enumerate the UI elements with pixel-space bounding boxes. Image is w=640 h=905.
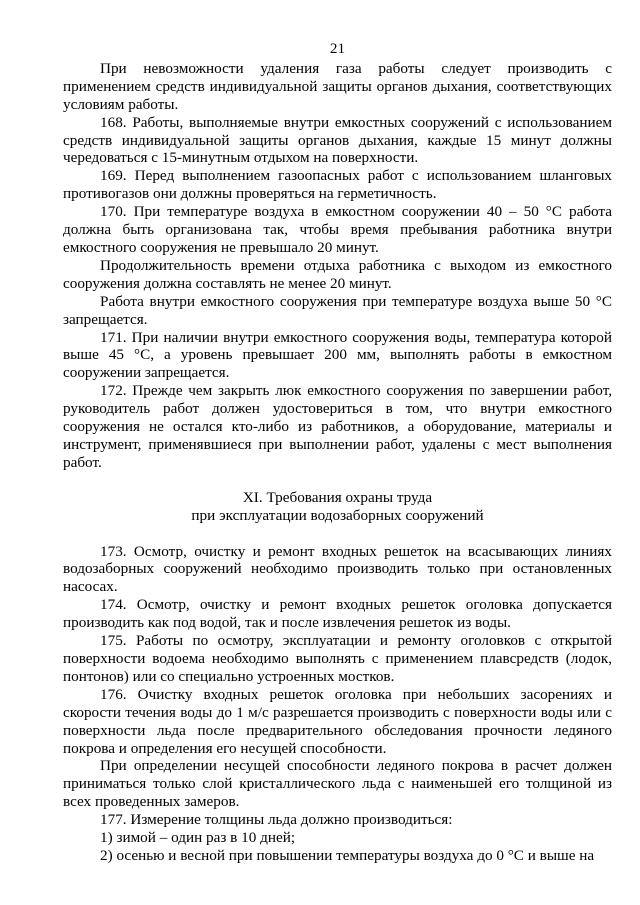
section-title-line-2: при эксплуатации водозаборных сооружений (191, 506, 484, 524)
paragraph-172: 172. Прежде чем закрыть люк емкостного сооружения по завершении работ, руководитель работ должен удостовериться в том, что внутри емкостного сооружения не остался кто-либо из работников, а оборудование, материалы и инструмент, применявшиеся при выполнении работ, удалены с мест выполнения работ. (63, 382, 612, 471)
paragraph-170: 170. При температуре воздуха в емкостном сооружении 40 – 50 °С работа должна быть организована так, чтобы время пребывания работника внутри емкостного сооружения не превышало 20 минут. (63, 203, 612, 256)
paragraph-top-0: При невозможности удаления газа работы следует производить с применением средств индивидуальной защиты органов дыхания, соответствующих условиям работы. (63, 59, 612, 113)
section-title-line-1: XI. Требования охраны труда (242, 488, 433, 506)
paragraph-174: 174. Осмотр, очистку и ремонт входных решеток оголовка допускается производить как под водой, так и после извлечения решеток из воды. (63, 596, 612, 632)
paragraph-176-ice-calculation: При определении несущей способности ледяного покрова в расчет должен приниматься только слой кристаллического льда с наименьшей его толщиной из всех проведенных замеров. (63, 757, 612, 811)
paragraph-175: 175. Работы по осмотру, эксплуатации и ремонту оголовков с открытой поверхности водоема необходимо выполнять с применением плавсредств (лодок, понтонов) или со специально устроенных мостков. (63, 632, 612, 685)
paragraph-168: 168. Работы, выполняемые внутри емкостных сооружений с использованием средств индивидуальной защиты органов дыхания, каждые 15 минут должны чередоваться с 15-минутным отдыхом на поверхности. (63, 113, 612, 167)
paragraph-171: 171. При наличии внутри емкостного сооружения воды, температура которой выше 45 °С, а уровень превышает 200 мм, выполнять работы в емкостном сооружении запрещается. (63, 328, 612, 382)
paragraph-173: 173. Осмотр, очистку и ремонт входных решеток на всасывающих линиях водозаборных сооружений необходимо производить только при остановленных насосах. (63, 542, 612, 596)
paragraph-177: 177. Измерение толщины льда должно производиться: (100, 811, 453, 829)
list-item-1: 1) зимой – один раз в 10 дней; (100, 829, 296, 847)
paragraph-169: 169. Перед выполнением газоопасных работ с использованием шланговых противогазов они должны проверяться на герметичность. (63, 167, 612, 203)
paragraph-176: 176. Очистку входных решеток оголовка при небольших засорениях и скорости течения воды до 1 м/с разрешается производить с поверхности воды или с поверхности льда после предварительного обследования прочности ледяного покрова и определения его несущей способности. (63, 685, 612, 757)
list-item-2: 2) осенью и весной при повышении температуры воздуха до 0 °С и выше на (100, 846, 595, 864)
paragraph-170-prohibition: Работа внутри емкостного сооружения при температуре воздуха выше 50 °С запрещается. (63, 292, 612, 328)
section-heading (63, 489, 612, 525)
paragraph-170-rest-duration: Продолжительность времени отдыха работника с выходом из емкостного сооружения должна составлять не менее 20 минут. (63, 256, 612, 292)
page-number: 21 (329, 40, 346, 57)
